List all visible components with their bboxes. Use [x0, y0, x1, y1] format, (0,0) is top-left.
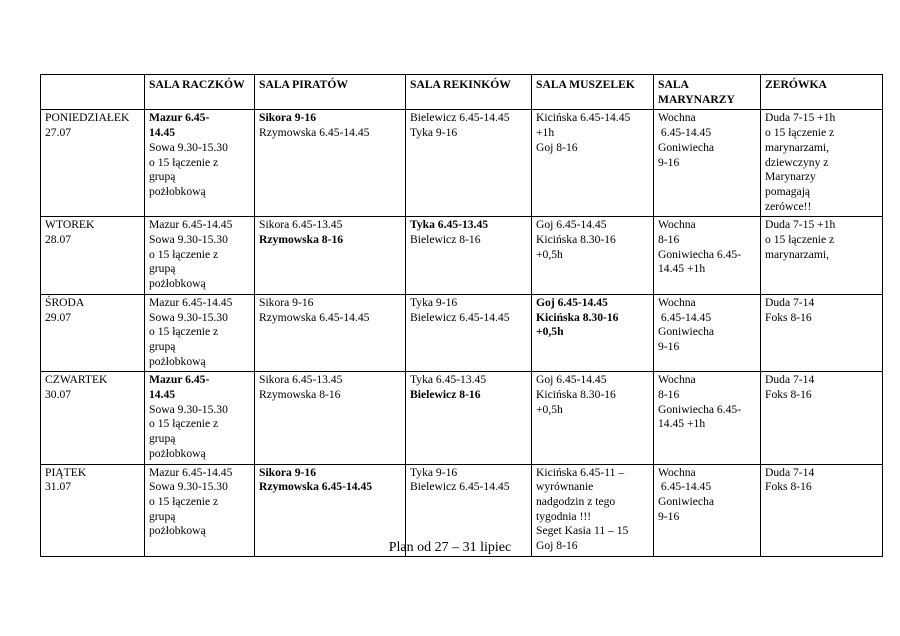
shift-cell-piratow: [255, 110, 406, 217]
shift-line: grupą: [149, 262, 176, 276]
shift-line: Wochna: [658, 218, 696, 232]
shift-line: Bielewicz 6.45-14.45: [410, 480, 510, 494]
shift-line: grupą: [149, 339, 176, 353]
shift-line: Goniwiecha 6.45-: [658, 247, 742, 261]
shift-line: 9-16: [658, 509, 680, 523]
day-date: 31.07: [45, 480, 72, 494]
shift-line: Kicińska 8.30-16: [536, 233, 616, 247]
shift-cell-marynarzy: [654, 217, 761, 295]
shift-line: 14.45 +1h: [658, 262, 706, 276]
shift-line: marynarzami,: [765, 140, 830, 154]
shift-line: pożłobkową: [149, 446, 206, 460]
shift-line: 8-16: [658, 233, 680, 247]
shift-cell-rekinkow: [406, 110, 532, 217]
shift-line: grupą: [149, 509, 176, 523]
shift-line: Sowa 9.30-15.30: [149, 480, 228, 494]
shift-line: Rzymowska 6.45-14.45: [259, 126, 370, 140]
shift-line: marynarzami,: [765, 247, 830, 261]
shift-line: 8-16: [658, 388, 680, 402]
shift-line: Bielewicz 6.45-14.45: [410, 310, 510, 324]
shift-line: Kicińska 8.30-16: [536, 388, 616, 402]
shift-cell-zerowka: [761, 372, 883, 464]
shift-cell-raczkow: [145, 372, 255, 464]
shift-line: Sowa 9.30-15.30: [149, 140, 228, 154]
shift-cell-muszelek: [532, 217, 654, 295]
shift-line: Rzymowska 8-16: [259, 388, 341, 402]
shift-line: o 15 łączenie z: [149, 247, 219, 261]
shift-line: Wochna: [658, 111, 696, 125]
shift-line: Mazur 6.45-: [149, 373, 210, 387]
shift-cell-marynarzy: [654, 110, 761, 217]
day-cell: [41, 110, 145, 217]
shift-line: 6.45-14.45: [658, 480, 712, 494]
shift-line: Kicińska 6.45-11 –: [536, 465, 625, 479]
shift-line: Goj 6.45-14.45: [536, 218, 607, 232]
header-cell-marynarzy: SALA MARYNARZY: [654, 75, 761, 110]
shift-line: pożłobkową: [149, 354, 206, 368]
shift-cell-raczkow: [145, 110, 255, 217]
shift-line: wyrównanie: [536, 480, 594, 494]
header-cell-muszelek: SALA MUSZELEK: [532, 75, 654, 110]
shift-cell-rekinkow: [406, 372, 532, 464]
shift-line: Mazur 6.45-14.45: [149, 295, 233, 309]
shift-line: o 15 łączenie z: [765, 126, 835, 140]
table-row: [41, 372, 883, 464]
day-cell: [41, 217, 145, 295]
day-name: ŚRODA: [45, 295, 85, 309]
shift-line: 14.45: [149, 388, 176, 402]
shift-cell-zerowka: [761, 217, 883, 295]
shift-line: Sikora 6.45-13.45: [259, 218, 343, 232]
shift-line: Marynarzy: [765, 170, 816, 184]
shift-line: Sowa 9.30-15.30: [149, 310, 228, 324]
shift-line: Duda 7-15 +1h: [765, 218, 836, 232]
day-cell: [41, 294, 145, 372]
table-row: [41, 294, 883, 372]
shift-line: o 15 łączenie z: [149, 325, 219, 339]
shift-line: Wochna: [658, 373, 696, 387]
shift-line: Goj 8-16: [536, 539, 578, 553]
shift-line: dziewczyny z: [765, 155, 829, 169]
shift-cell-marynarzy: [654, 294, 761, 372]
shift-line: pożłobkową: [149, 277, 206, 291]
shift-cell-raczkow: [145, 294, 255, 372]
day-date: 30.07: [45, 388, 72, 402]
table-row: [41, 110, 883, 217]
shift-line: o 15 łączenie z: [149, 494, 219, 508]
day-name: PIĄTEK: [45, 465, 87, 479]
shift-line: grupą: [149, 170, 176, 184]
shift-line: Seget Kasia 11 – 15: [536, 524, 629, 538]
shift-line: o 15 łączenie z: [765, 233, 835, 247]
shift-line: Goniwiecha 6.45-: [658, 402, 742, 416]
shift-cell-rekinkow: [406, 217, 532, 295]
shift-cell-piratow: [255, 217, 406, 295]
shift-line: +0,5h: [536, 325, 564, 339]
shift-line: pożłobkową: [149, 184, 206, 198]
shift-line: Tyka 9-16: [410, 295, 458, 309]
shift-line: Sowa 9.30-15.30: [149, 402, 228, 416]
shift-line: 6.45-14.45: [658, 126, 712, 140]
shift-line: 14.45: [149, 126, 176, 140]
header-cell-day: [41, 75, 145, 110]
shift-line: Mazur 6.45-14.45: [149, 465, 233, 479]
day-name: CZWARTEK: [45, 373, 108, 387]
shift-cell-zerowka: [761, 294, 883, 372]
shift-line: 9-16: [658, 155, 680, 169]
shift-line: o 15 łączenie z: [149, 417, 219, 431]
shift-line: Mazur 6.45-: [149, 111, 210, 125]
header-cell-raczkow: SALA RACZKÓW: [145, 75, 255, 110]
shift-cell-muszelek: [532, 372, 654, 464]
shift-cell-muszelek: [532, 294, 654, 372]
shift-line: pożłobkową: [149, 524, 206, 538]
shift-cell-rekinkow: [406, 294, 532, 372]
shift-line: Foks 8-16: [765, 310, 812, 324]
shift-line: +1h: [536, 126, 555, 140]
shift-line: Rzymowska 6.45-14.45: [259, 310, 370, 324]
shift-line: +0,5h: [536, 402, 563, 416]
shift-line: zerówce!!: [765, 199, 812, 213]
shift-line: Rzymowska 8-16: [259, 233, 344, 247]
shift-line: Bielewicz 8-16: [410, 233, 481, 247]
shift-line: grupą: [149, 432, 176, 446]
shift-line: Sikora 9-16: [259, 465, 317, 479]
header-cell-rekinkow: SALA REKINKÓW: [406, 75, 532, 110]
shift-line: Bielewicz 6.45-14.45: [410, 111, 510, 125]
shift-line: Rzymowska 6.45-14.45: [259, 480, 373, 494]
shift-cell-raczkow: [145, 217, 255, 295]
shift-line: Kicińska 8.30-16: [536, 310, 619, 324]
day-cell: [41, 372, 145, 464]
shift-line: Wochna: [658, 465, 696, 479]
shift-cell-zerowka: [761, 110, 883, 217]
schedule-table: [40, 74, 883, 557]
shift-line: 9-16: [658, 339, 680, 353]
shift-line: Duda 7-14: [765, 295, 815, 309]
shift-cell-piratow: [255, 294, 406, 372]
shift-cell-muszelek: [532, 110, 654, 217]
shift-line: Wochna: [658, 295, 696, 309]
shift-line: Sikora 9-16: [259, 295, 314, 309]
shift-line: Mazur 6.45-14.45: [149, 218, 233, 232]
shift-line: Bielewicz 8-16: [410, 388, 481, 402]
shift-line: Goniwiecha: [658, 140, 715, 154]
day-date: 29.07: [45, 310, 72, 324]
day-name: WTOREK: [45, 218, 95, 232]
shift-line: Duda 7-14: [765, 465, 815, 479]
shift-line: 14.45 +1h: [658, 417, 706, 431]
shift-line: Goj 6.45-14.45: [536, 373, 607, 387]
shift-line: Foks 8-16: [765, 480, 812, 494]
shift-line: nadgodzin z tego: [536, 494, 616, 508]
day-name: PONIEDZIAŁEK: [45, 111, 130, 125]
shift-line: Goj 8-16: [536, 140, 578, 154]
shift-line: Tyka 6.45-13.45: [410, 218, 489, 232]
schedule-body: [41, 110, 883, 556]
shift-line: Duda 7-15 +1h: [765, 111, 836, 125]
day-date: 28.07: [45, 233, 72, 247]
shift-line: Kicińska 6.45-14.45: [536, 111, 631, 125]
shift-line: tygodnia !!!: [536, 509, 592, 523]
shift-line: Sikora 6.45-13.45: [259, 373, 343, 387]
shift-line: Tyka 9-16: [410, 126, 458, 140]
shift-line: +0,5h: [536, 247, 563, 261]
shift-line: Duda 7-14: [765, 373, 815, 387]
shift-line: Tyka 6.45-13.45: [410, 373, 487, 387]
shift-line: Goniwiecha: [658, 494, 715, 508]
shift-line: Goniwiecha: [658, 325, 715, 339]
shift-line: Sikora 9-16: [259, 111, 317, 125]
shift-line: o 15 łączenie z: [149, 155, 219, 169]
header-row: [41, 75, 883, 110]
day-date: 27.07: [45, 126, 72, 140]
shift-line: Tyka 9-16: [410, 465, 458, 479]
shift-cell-marynarzy: [654, 372, 761, 464]
header-cell-piratow: SALA PIRATÓW: [255, 75, 406, 110]
table-row: [41, 217, 883, 295]
shift-cell-piratow: [255, 372, 406, 464]
shift-line: 6.45-14.45: [658, 310, 712, 324]
shift-line: Goj 6.45-14.45: [536, 295, 608, 309]
plan-caption: Plan od 27 – 31 lipiec: [388, 540, 512, 555]
shift-line: Foks 8-16: [765, 388, 812, 402]
shift-line: Sowa 9.30-15.30: [149, 233, 228, 247]
header-cell-zerowka: ZERÓWKA: [761, 75, 883, 110]
shift-line: pomagają: [765, 184, 811, 198]
